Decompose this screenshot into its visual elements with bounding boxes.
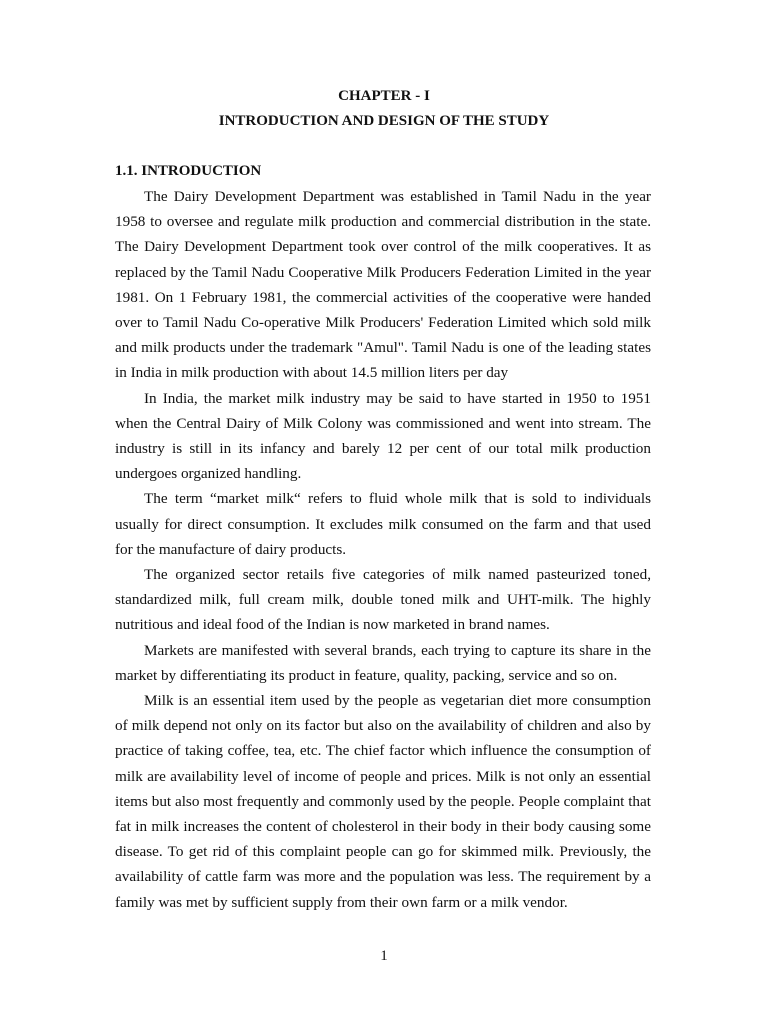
chapter-title: INTRODUCTION AND DESIGN OF THE STUDY	[218, 113, 550, 129]
paragraph: Markets are manifested with several brands, each trying to capture its share in the market by differentiating its product in feature, quality, packing, service and so on.	[115, 641, 651, 684]
paragraph: In India, the market milk industry may be said to have started in 1950 to 1951 when the Central Dairy of Milk Colony was commissioned and went into stream. The industry is still in its infancy and barely 12 per cent of our total milk production undergoes organized handling.	[115, 389, 651, 483]
paragraph: Milk is an essential item used by the people as vegetarian diet more consumption of milk depend not only on its factor but also on the availability of children and also by practice of taking coffee, tea, etc. The chief factor which influence the consumption of milk are availability level of income of people and prices. Milk is not only an essential items but also most frequently and commonly used by the people. People complaint that fat in milk increases the content of cholesterol in their body in their body causing some disease. To get rid of this complaint people can go for skimmed milk. Previously, the availability of cattle farm was more and the population was less. The requirement by a family was met by sufficient supply from their own farm or a milk vendor.	[115, 692, 651, 911]
body-text	[115, 161, 651, 915]
section-heading: 1.1. INTRODUCTION	[115, 163, 262, 179]
paragraph: The Dairy Development Department was established in Tamil Nadu in the year 1958 to oversee and regulate milk production and commercial distribution in the state. The Dairy Development Department took over control of the milk cooperatives. It as replaced by the Tamil Nadu Cooperative Milk Producers Federation Limited in the year 1981. On 1 February 1981, the commercial activities of the cooperative were handed over to Tamil Nadu Co-operative Milk Producers' Federation Limited which sold milk and milk products under the trademark "Amul". Tamil Nadu is one of the leading states in India in milk production with about 14.5 million liters per day	[115, 188, 651, 382]
page-number: 1	[380, 948, 388, 964]
paragraph: The organized sector retails five categories of milk named pasteurized toned, standardized milk, full cream milk, double toned milk and UHT-milk. The highly nutritious and ideal food of the Indian is now marketed in brand names.	[115, 566, 651, 634]
chapter-label: CHAPTER - I	[338, 88, 430, 104]
paragraph: The term “market milk“ refers to fluid whole milk that is sold to individuals usually for direct consumption. It excludes milk consumed on the farm and that used for the manufacture of dairy products.	[115, 490, 651, 558]
